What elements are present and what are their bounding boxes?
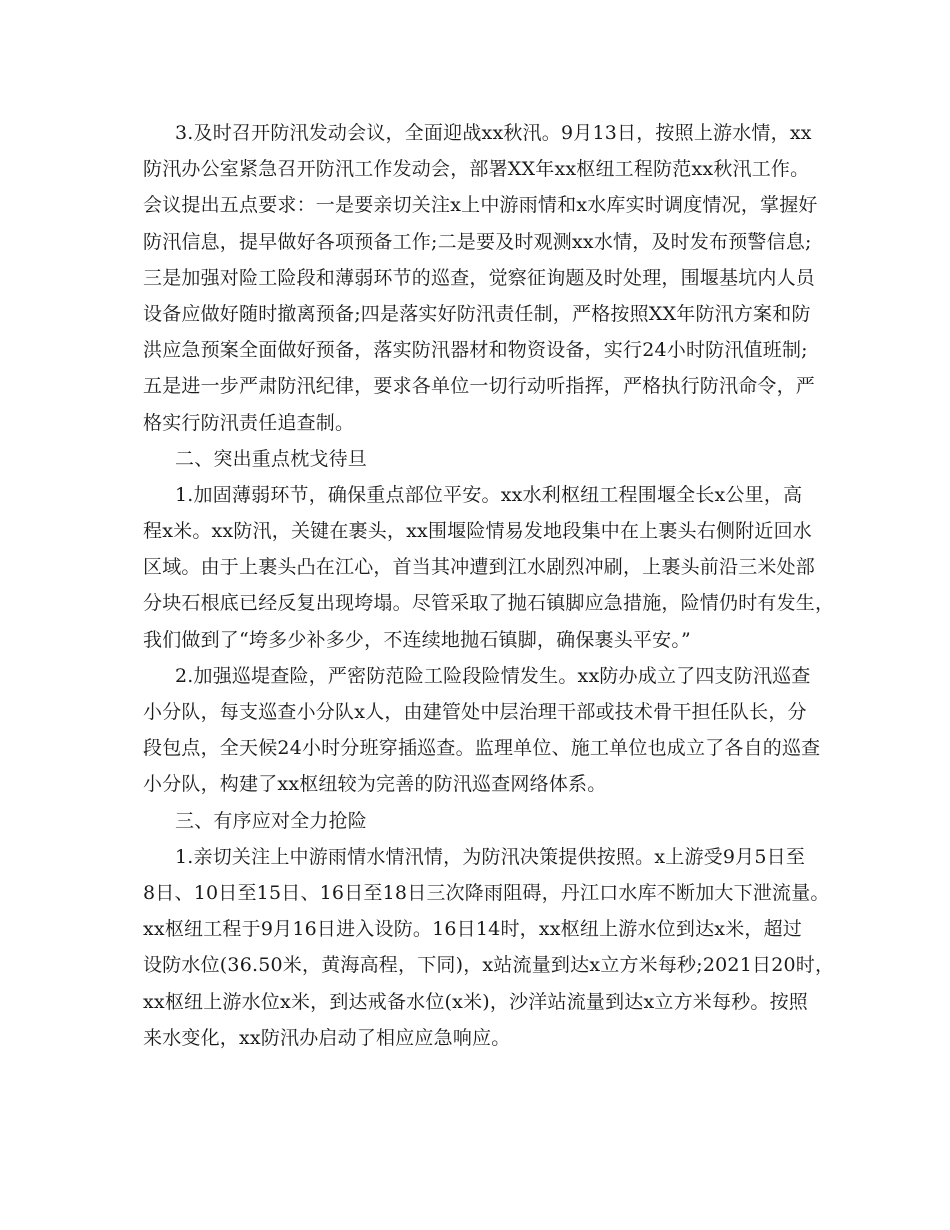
text-line: 程x米。xx防汛，关键在裹头，xx围堰险情易发地段集中在上裹头右侧附近回水 — [143, 520, 812, 543]
text-line: 设备应做好随时撤离预备;四是落实好防汛责任制，严格按照XX年防汛方案和防 — [143, 302, 811, 325]
text-line: 五是进一步严肃防汛纪律，要求各单位一切行动听指挥，严格执行防汛命令，严 — [143, 375, 816, 398]
text-line: 小分队，构建了xx枢纽较为完善的防汛巡查网络体系。 — [143, 773, 607, 796]
text-line: 2.加强巡堤查险，严密防范险工险段险情发生。xx防办成立了四支防汛巡查 — [175, 664, 811, 687]
text-line: 二、突出重点枕戈待旦 — [175, 447, 368, 470]
text-line: 设防水位(36.50米，黄海高程，下同)，x站流量到达x立方米每秒;2021日20时， — [143, 954, 835, 977]
text-line: 格实行防汛责任追查制。 — [143, 411, 355, 434]
text-line: 防汛信息，提早做好各项预备工作;二是要及时观测xx水情，及时发布预警信息; — [143, 230, 812, 253]
text-line: 洪应急预案全面做好预备，落实防汛器材和物资设备，实行24小时防汛值班制; — [143, 339, 808, 362]
text-line: 三、有序应对全力抢险 — [175, 809, 368, 832]
text-line: 8日、10日至15日、16日至18日三次降雨阻碍，丹江口水库不断加大下泄流量。 — [143, 881, 830, 904]
text-line: xx枢纽上游水位x米，到达戒备水位(x米)，沙洋站流量到达x立方米每秒。按照 — [143, 990, 809, 1013]
text-line: 区域。由于上裹头凸在江心，首当其冲遭到江水剧烈冲刷，上裹头前沿三米处部 — [143, 556, 816, 579]
text-line: 来水变化，xx防汛办启动了相应应急响应。 — [143, 1026, 511, 1049]
text-line: 3.及时召开防汛发动会议，全面迎战xx秋汛。9月13日，按照上游水情，xx — [175, 122, 812, 144]
text-line: 我们做到了“垮多少补多少，不连续地抛石镇脚，确保裹头平安。” — [143, 628, 691, 651]
document-body — [143, 115, 835, 1056]
text-line: 三是加强对险工险段和薄弱环节的巡查，觉察征询题及时处理，围堰基坑内人员 — [143, 266, 816, 289]
text-line: 1.亲切关注上中游雨情水情汛情，为防汛决策提供按照。x上游受9月5日至 — [175, 845, 806, 868]
text-line: 小分队，每支巡查小分队x人，由建管处中层治理干部或技术骨干担任队长，分 — [143, 701, 807, 723]
text-line: 会议提出五点要求：一是要亲切关注x上中游雨情和x水库实时调度情况，掌握好 — [143, 194, 818, 217]
text-line: xx枢纽工程于9月16日进入设防。16日14时，xx枢纽上游水位到达x米，超过 — [143, 918, 802, 941]
text-line: 防汛办公室紧急召开防汛工作发动会，部署XX年xx枢纽工程防范xx秋汛工作。 — [143, 158, 810, 181]
text-line: 段包点，全天候24小时分班穿插巡查。监理单位、施工单位也成立了各自的巡查 — [143, 737, 821, 760]
text-line: 1.加固薄弱环节，确保重点部位平安。xx水利枢纽工程围堰全长x公里，高 — [175, 483, 803, 506]
text-line: 分块石根底已经反复出现垮塌。尽管采取了抛石镇脚应急措施，险情仍时有发生， — [143, 592, 835, 615]
